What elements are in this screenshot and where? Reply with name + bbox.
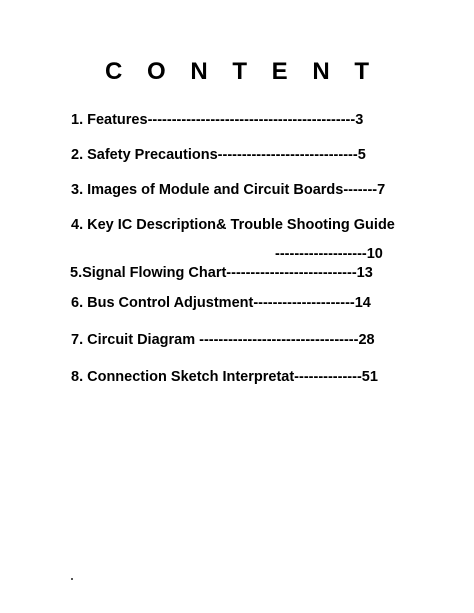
toc-entry-features: 1. Features-------------------------------------------3 <box>71 112 364 128</box>
page-title: C O N T E N T <box>105 58 378 85</box>
toc-entry-circuit-diagram: 7. Circuit Diagram ---------------------------------28 <box>71 332 375 348</box>
toc-entry-images-of-module: 3. Images of Module and Circuit Boards-------7 <box>71 182 386 198</box>
stray-dot <box>71 578 73 580</box>
toc-entry-safety-precautions: 2. Safety Precautions-----------------------------5 <box>71 147 366 163</box>
toc-entry-bus-control-adjustment: 6. Bus Control Adjustment---------------------14 <box>71 295 371 311</box>
toc-entry-key-ic-description: 4. Key IC Description& Trouble Shooting Guide <box>71 217 395 233</box>
toc-entry-key-ic-page-number: -------------------10 <box>275 246 383 262</box>
toc-entry-signal-flowing-chart: 5.Signal Flowing Chart---------------------------13 <box>70 265 373 281</box>
toc-entry-connection-sketch: 8. Connection Sketch Interpretat--------------51 <box>71 369 378 385</box>
